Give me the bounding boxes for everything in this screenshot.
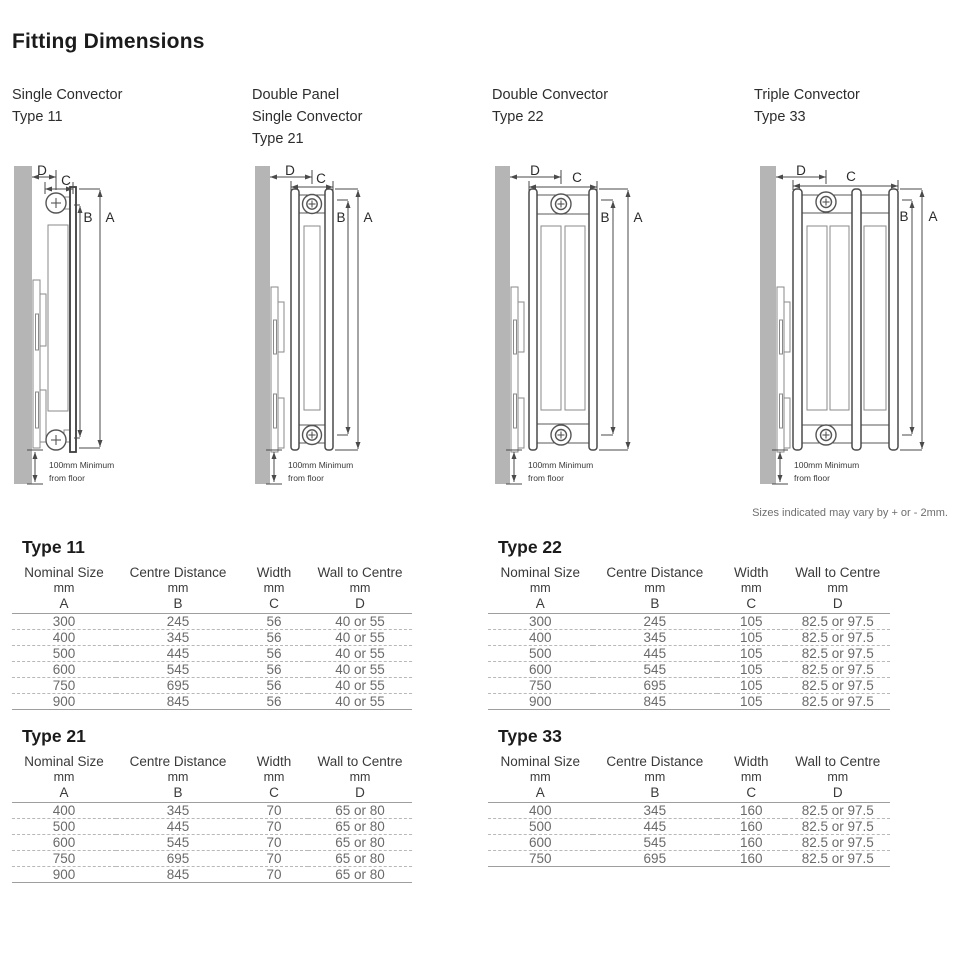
dim-label-b: B	[83, 210, 93, 225]
table-cell: C	[240, 596, 308, 614]
table-cell: 70	[240, 851, 308, 867]
table-cell: mm	[263, 770, 285, 784]
table-letters-row	[12, 596, 412, 614]
table-row	[488, 851, 890, 867]
table-cell: mm	[644, 770, 666, 784]
table-cell: Nominal Size	[500, 754, 581, 769]
dim-label-b: B	[899, 209, 909, 224]
table-cell: D	[308, 596, 412, 614]
product-line: Double Convector	[492, 87, 609, 103]
product-header-type-11	[12, 84, 252, 150]
floor-note-line1: 100mm Minimum	[49, 460, 115, 470]
product-line: Type 21	[252, 131, 304, 147]
table-row	[488, 646, 890, 662]
floor-dimension	[772, 450, 859, 484]
table-row	[12, 819, 412, 835]
table-units-row	[488, 770, 890, 785]
table-cell: 695	[116, 851, 240, 867]
dim-label-c: C	[61, 173, 71, 188]
table-row	[488, 662, 890, 678]
table-units-row	[488, 581, 890, 596]
table-cell: Nominal Size	[500, 565, 581, 580]
page-title: Fitting Dimensions	[12, 30, 205, 53]
diagram-type-22	[492, 162, 722, 497]
dim-label-a: A	[363, 210, 373, 225]
table-header-row	[488, 754, 890, 770]
table-cell: 400	[12, 630, 116, 646]
table-cell: B	[593, 785, 718, 803]
table-cell: 245	[593, 614, 718, 630]
dimension-a	[599, 189, 643, 450]
radiator-panel	[70, 187, 76, 452]
dimension-c	[45, 173, 73, 194]
table-cell: 40 or 55	[308, 630, 412, 646]
table-cell: 695	[116, 678, 240, 694]
table-cell: 40 or 55	[308, 614, 412, 630]
table-cell: 40 or 55	[308, 678, 412, 694]
table-row	[488, 614, 890, 630]
table-cell: mm	[827, 581, 849, 595]
table-cell: 545	[593, 662, 718, 678]
type-22-section	[488, 537, 890, 710]
table-units-row	[12, 581, 412, 596]
dimension-a	[335, 189, 373, 450]
table-cell: 82.5 or 97.5	[785, 694, 890, 710]
dimension-a	[900, 189, 938, 450]
valve-icon	[303, 426, 322, 445]
tables-right-column	[488, 521, 890, 883]
table-header-row	[488, 565, 890, 581]
table-cell: Centre Distance	[129, 754, 227, 769]
table-cell: 750	[12, 851, 116, 867]
type-21-table	[12, 754, 412, 883]
table-row	[12, 867, 412, 883]
table-cell: C	[240, 785, 308, 803]
table-cell: Wall to Centre	[795, 565, 881, 580]
table-cell: 105	[717, 694, 785, 710]
table-cell: 65 or 80	[308, 819, 412, 835]
table-cell: 750	[488, 678, 593, 694]
table-cell: C	[717, 785, 785, 803]
table-cell: 82.5 or 97.5	[785, 803, 890, 819]
table-cell: 160	[717, 835, 785, 851]
table-cell: 545	[593, 835, 718, 851]
type-11-table	[12, 565, 412, 710]
table-cell: 40 or 55	[308, 694, 412, 710]
valve-icon	[303, 195, 322, 214]
table-cell: mm	[644, 581, 666, 595]
table-cell: 56	[240, 646, 308, 662]
floor-dimension	[27, 450, 114, 484]
table-cell: mm	[349, 581, 371, 595]
table-row	[488, 803, 890, 819]
convector	[304, 226, 320, 410]
table-title-type-11: Type 11	[22, 537, 85, 557]
table-cell: Wall to Centre	[795, 754, 881, 769]
table-body	[488, 803, 890, 867]
table-header-row	[12, 565, 412, 581]
valve-icon	[46, 193, 66, 213]
table-cell: Wall to Centre	[317, 565, 403, 580]
type-22-table	[488, 565, 890, 710]
table-cell: 82.5 or 97.5	[785, 614, 890, 630]
tables-left-column	[12, 521, 412, 883]
dimension-b	[600, 200, 613, 435]
table-cell: 600	[12, 835, 116, 851]
table-cell: 300	[12, 614, 116, 630]
table-cell: 345	[116, 630, 240, 646]
type-11-section	[12, 537, 412, 710]
table-cell: 65 or 80	[308, 851, 412, 867]
table-body	[12, 614, 412, 710]
table-letters-row	[12, 785, 412, 803]
dim-label-c: C	[846, 169, 856, 184]
table-cell: 600	[12, 662, 116, 678]
table-row	[12, 630, 412, 646]
table-cell: 105	[717, 678, 785, 694]
product-line: Double Panel	[252, 87, 340, 103]
table-cell: 400	[12, 803, 116, 819]
wall-bracket	[511, 287, 524, 452]
table-cell: 105	[717, 662, 785, 678]
table-cell: 56	[240, 630, 308, 646]
table-cell: 82.5 or 97.5	[785, 835, 890, 851]
floor-note-line1: 100mm Minimum	[794, 460, 860, 470]
wall	[255, 166, 270, 484]
table-cell: B	[593, 596, 718, 614]
wall-bracket	[33, 280, 46, 448]
table-cell: mm	[53, 581, 75, 595]
table-row	[488, 678, 890, 694]
convector	[565, 226, 585, 410]
dim-label-d: D	[796, 163, 806, 178]
table-cell: B	[116, 596, 240, 614]
dimension-d	[270, 163, 312, 184]
dim-label-d: D	[285, 163, 295, 178]
table-row	[12, 614, 412, 630]
table-cell: 845	[593, 694, 718, 710]
dimension-c	[793, 169, 898, 190]
table-row	[488, 694, 890, 710]
table-cell: mm	[529, 770, 551, 784]
table-cell: mm	[740, 581, 762, 595]
wall	[14, 166, 32, 484]
table-cell: 105	[717, 614, 785, 630]
table-cell: mm	[740, 770, 762, 784]
wall	[760, 166, 776, 484]
table-cell: 105	[717, 630, 785, 646]
table-title-type-22: Type 22	[498, 537, 562, 557]
table-cell: Width	[256, 754, 292, 769]
convector	[48, 225, 68, 411]
table-cell: 105	[717, 646, 785, 662]
table-cell: 300	[488, 614, 593, 630]
table-title-type-21: Type 21	[22, 726, 86, 746]
table-cell: 345	[593, 803, 718, 819]
table-row	[12, 835, 412, 851]
table-cell: 545	[116, 835, 240, 851]
radiator-body	[529, 189, 597, 450]
valve-icon	[816, 192, 836, 212]
convector	[864, 226, 886, 410]
type-33-section	[488, 726, 890, 867]
convector	[830, 226, 849, 410]
wall-bracket	[271, 287, 284, 452]
table-cell: 400	[488, 803, 593, 819]
table-cell: Nominal Size	[24, 754, 104, 769]
table-cell: 70	[240, 819, 308, 835]
table-cell: D	[785, 596, 890, 614]
table-row	[12, 803, 412, 819]
dimension-b	[899, 200, 912, 435]
table-cell: 500	[12, 646, 116, 662]
table-title-type-33: Type 33	[498, 726, 562, 746]
floor-note-line2: from floor	[49, 473, 85, 483]
table-cell: 65 or 80	[308, 803, 412, 819]
product-line: Type 22	[492, 109, 544, 125]
diagram-type-33	[754, 162, 960, 497]
table-cell: 160	[717, 819, 785, 835]
product-line: Single Convector	[12, 87, 123, 103]
table-cell: A	[488, 596, 593, 614]
type-21-section	[12, 726, 412, 883]
table-cell: 445	[116, 819, 240, 835]
table-units-row	[12, 770, 412, 785]
table-cell: mm	[53, 770, 75, 784]
product-headers-row	[12, 84, 948, 150]
floor-dimension	[506, 450, 593, 484]
table-cell: Centre Distance	[606, 565, 704, 580]
table-cell: D	[785, 785, 890, 803]
table-cell: 600	[488, 835, 593, 851]
table-cell: mm	[349, 770, 371, 784]
table-row	[488, 630, 890, 646]
dim-label-a: A	[105, 210, 115, 225]
table-body	[12, 803, 412, 883]
table-cell: 82.5 or 97.5	[785, 819, 890, 835]
valve-icon	[551, 194, 571, 214]
table-cell: D	[308, 785, 412, 803]
radiator-body	[291, 189, 333, 450]
table-cell: 56	[240, 694, 308, 710]
table-cell: 500	[12, 819, 116, 835]
table-cell: 56	[240, 662, 308, 678]
dim-label-c: C	[572, 170, 582, 185]
table-cell: 82.5 or 97.5	[785, 630, 890, 646]
table-cell: 845	[116, 694, 240, 710]
dim-label-c: C	[316, 171, 326, 186]
table-cell: 750	[488, 851, 593, 867]
table-cell: Centre Distance	[129, 565, 227, 580]
table-cell: 70	[240, 803, 308, 819]
table-cell: mm	[167, 581, 189, 595]
radiator-body	[793, 189, 898, 450]
product-line: Single Convector	[252, 109, 363, 125]
tables-section	[12, 521, 948, 883]
table-cell: A	[12, 785, 116, 803]
table-cell: 695	[593, 678, 718, 694]
dim-label-d: D	[530, 163, 540, 178]
table-cell: 845	[116, 867, 240, 883]
table-cell: 900	[12, 694, 116, 710]
floor-note-line1: 100mm Minimum	[288, 460, 354, 470]
table-cell: 160	[717, 851, 785, 867]
table-cell: Width	[256, 565, 292, 580]
table-cell: mm	[529, 581, 551, 595]
table-header-row	[12, 754, 412, 770]
table-cell: 445	[116, 646, 240, 662]
floor-note-line2: from floor	[288, 473, 324, 483]
dim-label-d: D	[37, 163, 47, 178]
table-cell: Width	[734, 565, 769, 580]
product-line: Type 33	[754, 109, 806, 125]
dimension-d	[776, 163, 826, 184]
table-letters-row	[488, 785, 890, 803]
table-cell: 82.5 or 97.5	[785, 646, 890, 662]
table-cell: 56	[240, 614, 308, 630]
table-body	[488, 614, 890, 710]
table-row	[12, 678, 412, 694]
table-cell: B	[116, 785, 240, 803]
table-cell: 500	[488, 646, 593, 662]
floor-note-line2: from floor	[528, 473, 564, 483]
radiator-panel	[589, 189, 597, 450]
dimension-b	[336, 200, 348, 435]
table-cell: mm	[167, 770, 189, 784]
diagram-type-11	[12, 162, 242, 497]
product-line: Type 11	[12, 109, 63, 125]
table-row	[12, 851, 412, 867]
table-cell: 40 or 55	[308, 662, 412, 678]
convector	[541, 226, 561, 410]
table-cell: 545	[116, 662, 240, 678]
dim-label-a: A	[928, 209, 938, 224]
table-cell: 600	[488, 662, 593, 678]
table-cell: 82.5 or 97.5	[785, 662, 890, 678]
table-cell: mm	[827, 770, 849, 784]
table-cell: A	[12, 596, 116, 614]
floor-note-line2: from floor	[794, 473, 830, 483]
table-row	[12, 694, 412, 710]
dim-label-a: A	[633, 210, 643, 225]
table-cell: 70	[240, 835, 308, 851]
table-cell: 750	[12, 678, 116, 694]
valve-icon	[816, 425, 836, 445]
tolerance-note: Sizes indicated may vary by + or - 2mm.	[752, 507, 948, 519]
product-line: Triple Convector	[754, 87, 860, 103]
dim-label-b: B	[600, 210, 610, 225]
table-cell: 345	[593, 630, 718, 646]
valve-icon	[551, 425, 571, 445]
table-cell: Centre Distance	[606, 754, 704, 769]
table-row	[12, 662, 412, 678]
product-header-type-21	[252, 84, 492, 150]
radiator-panel	[529, 189, 537, 450]
radiator-panel	[852, 189, 861, 450]
diagrams-row	[12, 162, 948, 497]
type-33-table	[488, 754, 890, 867]
table-cell: C	[717, 596, 785, 614]
table-cell: 56	[240, 678, 308, 694]
radiator-panel	[793, 189, 802, 450]
table-cell: 82.5 or 97.5	[785, 678, 890, 694]
dimension-a	[79, 189, 115, 448]
table-cell: Nominal Size	[24, 565, 104, 580]
dimension-d	[32, 163, 56, 190]
table-row	[488, 835, 890, 851]
table-cell: 900	[12, 867, 116, 883]
table-cell: 245	[116, 614, 240, 630]
product-header-type-33	[754, 84, 948, 150]
table-cell: 900	[488, 694, 593, 710]
product-header-type-22	[492, 84, 754, 150]
table-cell: 70	[240, 867, 308, 883]
table-cell: 345	[116, 803, 240, 819]
table-row	[12, 646, 412, 662]
table-cell: 40 or 55	[308, 646, 412, 662]
radiator-panel	[325, 189, 333, 450]
wall	[495, 166, 510, 484]
table-cell: A	[488, 785, 593, 803]
table-cell: 445	[593, 646, 718, 662]
convector	[807, 226, 827, 410]
floor-dimension	[266, 450, 353, 484]
floor-note-line1: 100mm Minimum	[528, 460, 594, 470]
diagram-type-21	[252, 162, 482, 497]
table-cell: 65 or 80	[308, 835, 412, 851]
table-cell: 695	[593, 851, 718, 867]
table-cell: 500	[488, 819, 593, 835]
table-letters-row	[488, 596, 890, 614]
table-cell: 82.5 or 97.5	[785, 851, 890, 867]
table-cell: 400	[488, 630, 593, 646]
table-row	[488, 819, 890, 835]
table-cell: mm	[263, 581, 285, 595]
table-cell: Wall to Centre	[317, 754, 403, 769]
valve-icon	[46, 430, 66, 450]
wall-bracket	[777, 287, 790, 452]
table-cell: Width	[734, 754, 769, 769]
dimension-d	[510, 163, 561, 184]
radiator-panel	[291, 189, 299, 450]
table-cell: 445	[593, 819, 718, 835]
table-cell: 160	[717, 803, 785, 819]
dim-label-b: B	[336, 210, 346, 225]
table-cell: 65 or 80	[308, 867, 412, 883]
radiator-panel	[889, 189, 898, 450]
